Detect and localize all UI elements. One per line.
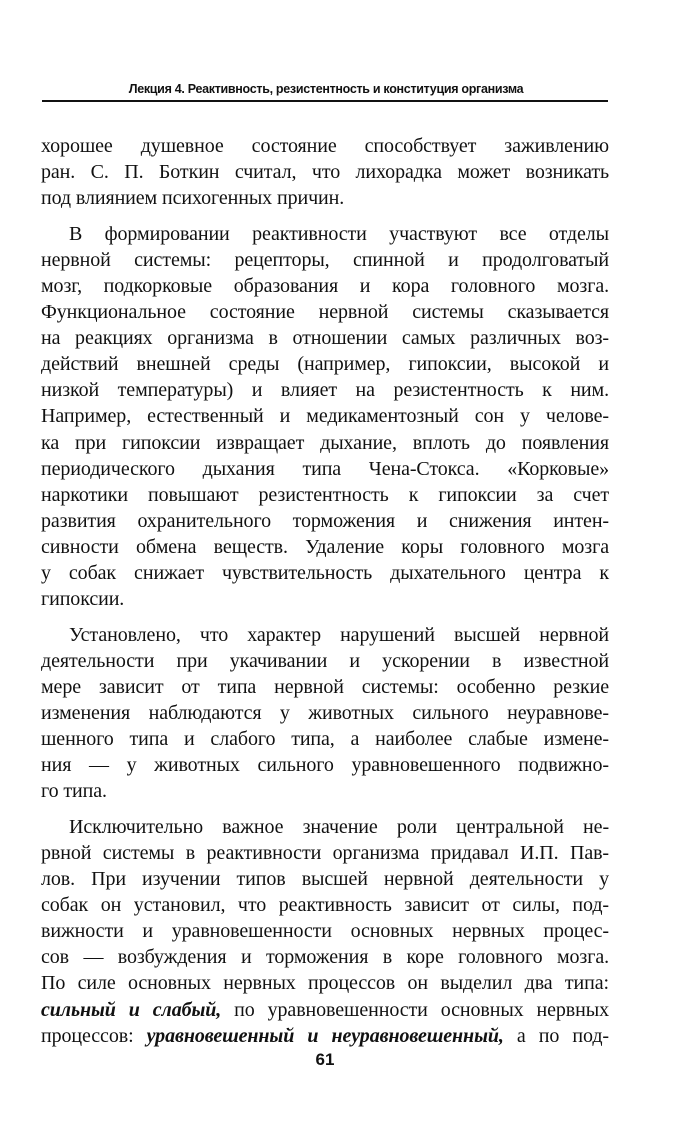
text-span: процессов: [41,1024,147,1047]
text-line: лов. При изучении типов высшей нервной деятельности у [41,868,609,891]
text-line: периодического дыхания типа Чена-Стокса. «Корковые» [41,457,609,480]
text-line: действий внешней среды (например, гипоксии, высокой и [41,353,609,376]
paragraph [41,221,609,612]
text-line: Установлено, что характер нарушений высшей нервной [69,623,609,646]
text-line: мере зависит от типа нервной системы: особенно резкие [41,675,609,698]
text-line: наркотики повышают резистентность к гипоксии за счет [41,483,609,506]
text-line: шенного типа и слабого типа, а наиболее слабые измене- [41,728,609,751]
text-line: Функциональное состояние нервной системы сказывается [41,301,609,324]
text-line: развития охранительного торможения и снижения интен- [41,509,609,532]
text-line: на реакциях организма в отношении самых различных воз- [41,327,609,350]
text-line: ран. С. П. Боткин считал, что лихорадка может возникать [41,161,609,184]
text-line: гипоксии. [41,587,125,610]
emphasis-text: уравновешенный и неуравновешенный, [146,1024,504,1047]
text-line: Исключительно важное значение роли центральной не- [69,816,609,839]
text-line: сивности обмена веществ. Удаление коры головного мозга [41,535,609,558]
text-line: сов — возбуждения и торможения в коре головного мозга. [41,946,609,969]
paragraph [41,622,609,804]
text-line: изменения наблюдаются у животных сильного неуравнове- [41,701,609,724]
text-line: нервной системы: рецепторы, спинной и продолговатый [41,249,609,272]
text-line: го типа. [41,780,107,803]
paragraph [41,814,609,1048]
text-line [41,1023,609,1049]
text-line: Например, естественный и медикаментозный сон у челове- [41,405,609,428]
text-line: рвной системы в реактивности организма придавал И.П. Пав- [41,842,609,865]
text-line: деятельности при укачивании и ускорении в известной [41,649,609,672]
text-line: хорошее душевное состояние способствует заживлению [41,135,609,157]
text-line: ния — у животных сильного уравновешенного подвижно- [41,754,609,777]
text-line [41,997,609,1023]
header-rule [42,100,608,102]
paragraph [41,133,609,211]
text-line: под влиянием психогенных причин. [41,187,345,210]
text-line: ка при гипоксии извращает дыхание, вплоть до появления [41,431,609,454]
running-head: Лекция 4. Реактивность, резистентность и конституция организма [128,82,524,96]
text-line: низкой температуры) и влияет на резистентность к ним. [41,379,609,402]
body-text [41,133,609,1049]
text-line: у собак снижает чувствительность дыхательного центра к [41,561,609,584]
text-line: По силе основных нервных процессов он выделил два типа: [41,972,609,995]
text-line: В формировании реактивности участвуют все отделы [69,223,609,246]
text-line: собак он установил, что реактивность зависит от силы, под- [41,894,609,917]
emphasis-text: сильный и слабый, [41,998,222,1021]
text-span: а по под- [503,1024,609,1047]
text-span: по уравновешенности основных нервных [221,998,609,1021]
page-number: 61 [315,1050,335,1069]
text-line: мозг, подкорковые образования и кора головного мозга. [41,275,609,298]
text-line: вижности и уравновешенности основных нервных процес- [41,920,609,943]
